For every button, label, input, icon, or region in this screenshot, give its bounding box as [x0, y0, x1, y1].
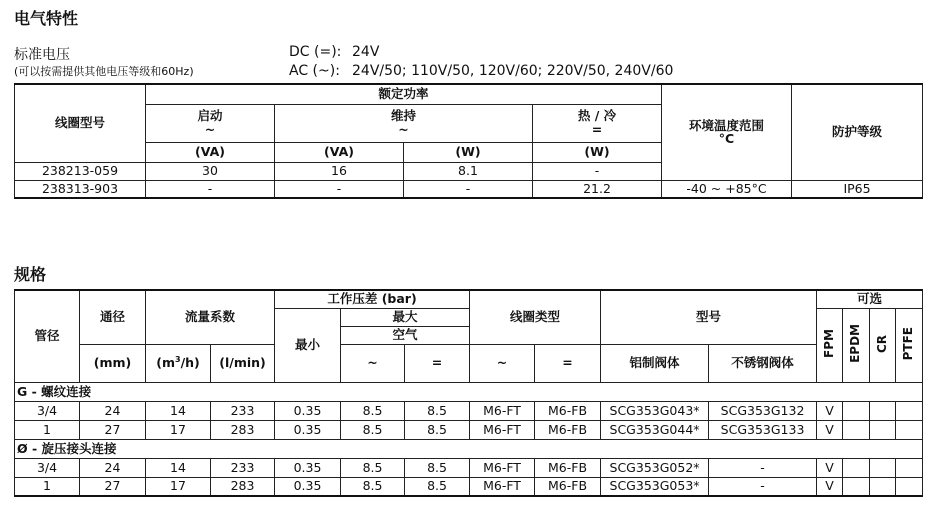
cell: M6-FB [535, 420, 601, 439]
cell [843, 458, 870, 477]
max-header: 最大 [341, 308, 470, 326]
optional-header: 可选 [817, 290, 923, 308]
cell: 3/4 [15, 401, 80, 420]
cell: 0.35 [275, 477, 341, 496]
cell: 8.5 [341, 477, 405, 496]
std-voltage-label: 标准电压 [14, 47, 70, 63]
dc-label: DC (=): [289, 44, 342, 60]
hotcold-header: 热 / 冷 = [533, 104, 662, 142]
al-header: 铝制阀体 [601, 344, 709, 382]
pipe-header: 管径 [15, 290, 80, 382]
table-row [15, 458, 923, 477]
cell: 30 [146, 162, 275, 180]
cell [843, 477, 870, 496]
flow-header: 流量系数 [146, 290, 275, 344]
ac-value: 24V/50; 110V/50, 120V/60; 220V/50, 240V/60 [352, 63, 674, 79]
cell: M6-FB [535, 477, 601, 496]
cell: 27 [80, 420, 146, 439]
cell: 8.1 [404, 162, 533, 180]
cell: 8.5 [341, 401, 405, 420]
spec-table [14, 289, 923, 497]
cell: 21.2 [533, 180, 662, 198]
cell: 8.5 [341, 420, 405, 439]
cell: - [709, 458, 817, 477]
coil-ac: ~ [470, 344, 535, 382]
m3h-unit: $(m^3/h)$ [146, 344, 211, 382]
lmin-unit: (l/min) [211, 344, 275, 382]
cell [870, 458, 896, 477]
elec-title: 电气特性 [14, 9, 79, 28]
cell [896, 420, 923, 439]
rated-power-header: 额定功率 [146, 84, 662, 104]
cell: M6-FT [470, 401, 535, 420]
cell: SCG353G043* [601, 401, 709, 420]
dc-value: 24V [352, 44, 380, 60]
start-header: 启动 ~ [146, 104, 275, 142]
cell: V [817, 458, 843, 477]
cell [843, 401, 870, 420]
unit-va: (VA) [146, 142, 275, 162]
cell: - [404, 180, 533, 198]
cell [870, 477, 896, 496]
air-header: 空气 [341, 326, 470, 344]
cell: 24 [80, 458, 146, 477]
cell: 0.35 [275, 401, 341, 420]
cell: 24 [80, 401, 146, 420]
cell: SCG353G052* [601, 458, 709, 477]
cell: 8.5 [405, 477, 470, 496]
cell: - [146, 180, 275, 198]
cell: SCG353G044* [601, 420, 709, 439]
cell: M6-FB [535, 401, 601, 420]
cell: 0.35 [275, 458, 341, 477]
cell [870, 420, 896, 439]
temp-range-header: 环境温度范围 °C [662, 84, 792, 180]
opt-epdm: EPDM [843, 308, 870, 382]
cell: SCG353G053* [601, 477, 709, 496]
voltage-note: (可以按需提供其他电压等级和60Hz) [14, 65, 194, 78]
cell: 8.5 [405, 458, 470, 477]
cell: V [817, 477, 843, 496]
cell: 16 [275, 162, 404, 180]
table-row [15, 401, 923, 420]
unit-va: (VA) [275, 142, 404, 162]
protection-header: 防护等级 [792, 84, 923, 180]
cell: 3/4 [15, 458, 80, 477]
unit-w: (W) [404, 142, 533, 162]
cell: SCG353G133 [709, 420, 817, 439]
cell: 27 [80, 477, 146, 496]
cell: 8.5 [341, 458, 405, 477]
cell: 8.5 [405, 420, 470, 439]
cell: 1 [15, 477, 80, 496]
ac-label: AC (~): [289, 63, 340, 79]
ss-header: 不锈钢阀体 [709, 344, 817, 382]
coil-model-header: 线圈型号 [15, 84, 146, 162]
cell [896, 458, 923, 477]
cell: 238213-059 [15, 162, 146, 180]
spec-title: 规格 [14, 265, 47, 284]
cell: M6-FB [535, 458, 601, 477]
model-header: 型号 [601, 290, 817, 344]
cell [843, 420, 870, 439]
cell: M6-FT [470, 420, 535, 439]
cell: SCG353G132 [709, 401, 817, 420]
coil-dc: = [535, 344, 601, 382]
table-row [15, 420, 923, 439]
table-row [15, 477, 923, 496]
coil-table [14, 83, 923, 199]
cell: V [817, 401, 843, 420]
cell: M6-FT [470, 477, 535, 496]
cell: 14 [146, 401, 211, 420]
hold-header: 维持 ~ [275, 104, 533, 142]
cell: 14 [146, 458, 211, 477]
temp-value: -40 ~ +85°C [662, 180, 792, 198]
cell: 238313-903 [15, 180, 146, 198]
cell: 8.5 [405, 401, 470, 420]
cell: 283 [211, 420, 275, 439]
wp-header: 工作压差 (bar) [275, 290, 470, 308]
min-header: 最小 [275, 308, 341, 382]
section-threaded: G - 螺纹连接 [15, 382, 923, 401]
mm-unit: (mm) [80, 344, 146, 382]
cell: - [709, 477, 817, 496]
cell: M6-FT [470, 458, 535, 477]
cell: 17 [146, 420, 211, 439]
cell: 17 [146, 477, 211, 496]
section-compression: Ø - 旋压接头连接 [15, 439, 923, 458]
bore-header: 通径 [80, 290, 146, 344]
cell [870, 401, 896, 420]
cell: 233 [211, 458, 275, 477]
opt-fpm: FPM [817, 308, 843, 382]
cell: - [275, 180, 404, 198]
cell: 283 [211, 477, 275, 496]
coil-type-header: 线圈类型 [470, 290, 601, 344]
cell: 233 [211, 401, 275, 420]
opt-ptfe: PTFE [896, 308, 923, 382]
cell: - [533, 162, 662, 180]
max-ac: ~ [341, 344, 405, 382]
max-dc: = [405, 344, 470, 382]
cell [896, 401, 923, 420]
cell: V [817, 420, 843, 439]
unit-w: (W) [533, 142, 662, 162]
cell [896, 477, 923, 496]
opt-cr: CR [870, 308, 896, 382]
ip-value: IP65 [792, 180, 923, 198]
cell: 0.35 [275, 420, 341, 439]
table-row [15, 180, 923, 198]
cell: 1 [15, 420, 80, 439]
